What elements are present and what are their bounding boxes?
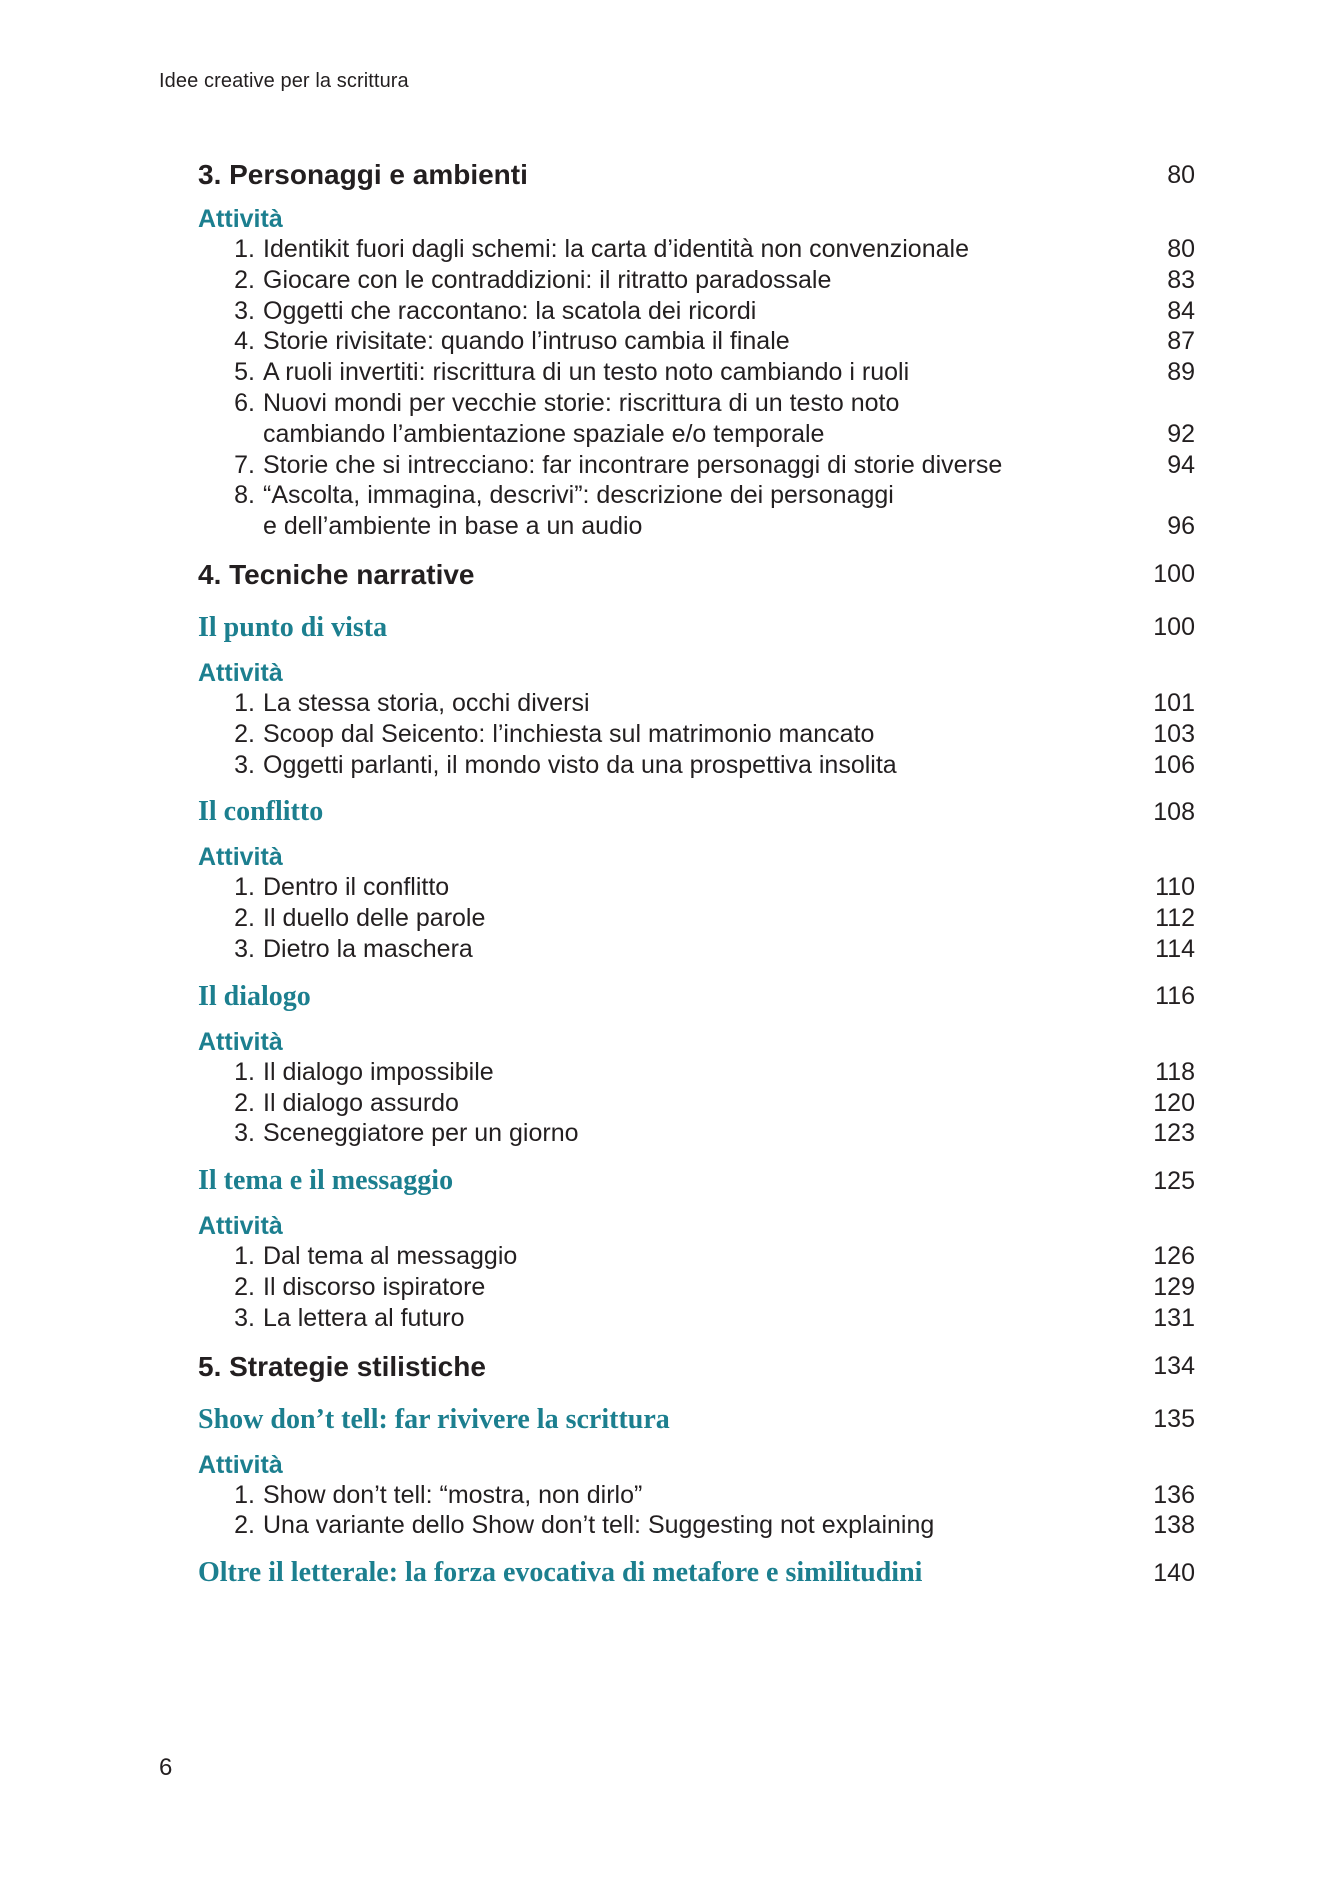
list-item[interactable]: [198, 750, 1195, 781]
list-item[interactable]: [198, 872, 1195, 903]
item-text: Oggetti che raccontano: la scatola dei ricordi: [263, 296, 757, 325]
item-title: [198, 872, 1135, 903]
item-text: Il dialogo impossibile: [263, 1057, 494, 1086]
list-item[interactable]: [198, 1510, 1195, 1541]
list-item[interactable]: [198, 511, 1195, 542]
page-number: 80: [1167, 235, 1195, 263]
section-title: Show don’t tell: far rivivere la scrittura: [198, 1403, 670, 1435]
page-number: 94: [1167, 450, 1195, 479]
list-item[interactable]: [198, 719, 1195, 750]
page-number: 114: [1155, 934, 1195, 963]
page-number: 118: [1155, 1057, 1195, 1086]
item-title: [198, 480, 1135, 511]
item-title: [198, 1510, 1135, 1541]
section-heading[interactable]: [198, 973, 1195, 1021]
item-title: [198, 1118, 1135, 1149]
item-text: La stessa storia, occhi diversi: [263, 688, 590, 717]
list-item[interactable]: [198, 480, 1195, 511]
page-number: 6: [159, 1754, 173, 1781]
item-title: [198, 1088, 1135, 1119]
item-title: [198, 1272, 1135, 1303]
page-number: 120: [1153, 1088, 1195, 1117]
spacer: [198, 1541, 1195, 1549]
item-text: A ruoli invertiti: riscrittura di un testo noto cambiando i ruoli: [263, 358, 910, 387]
item-text: Show don’t tell: “mostra, non dirlo”: [263, 1480, 643, 1509]
list-item[interactable]: [198, 1303, 1195, 1334]
activities-label: Attività: [198, 1450, 283, 1479]
item-text: Identikit fuori dagli schemi: la carta d’identità non convenzionale: [263, 235, 969, 263]
item-number: 2.: [234, 1272, 255, 1301]
item-number: 3.: [234, 1119, 255, 1148]
list-item[interactable]: [198, 265, 1195, 296]
activities-label: Attività: [198, 205, 283, 233]
item-text: cambiando l’ambientazione spaziale e/o temporale: [263, 419, 825, 448]
list-item[interactable]: [198, 1480, 1195, 1511]
list-item[interactable]: [198, 903, 1195, 934]
page-number: 136: [1153, 1480, 1195, 1509]
page-number: 125: [1153, 1166, 1195, 1195]
page-number: 89: [1167, 358, 1195, 387]
item-title: [198, 450, 1135, 481]
item-text: Il duello delle parole: [263, 904, 486, 933]
page-number: 110: [1155, 873, 1195, 902]
item-number: 3.: [234, 1303, 255, 1332]
item-title: [198, 1480, 1135, 1511]
list-item[interactable]: [198, 357, 1195, 388]
page-number: 106: [1153, 750, 1195, 779]
item-number: 3.: [234, 934, 255, 963]
activities-label: Attività: [198, 1027, 283, 1056]
item-number: 5.: [234, 358, 255, 387]
item-title: [198, 326, 1135, 357]
page-number: 84: [1167, 296, 1195, 325]
item-number: 1.: [234, 873, 255, 902]
item-number: 1.: [234, 1242, 255, 1271]
running-head: Idee creative per la scrittura: [159, 70, 409, 92]
item-number: 2.: [234, 1511, 255, 1540]
chapter-title: 3. Personaggi e ambienti: [198, 159, 528, 190]
list-item[interactable]: [198, 388, 1195, 419]
page-number: 123: [1153, 1119, 1195, 1148]
item-text: Giocare con le contraddizioni: il ritratto paradossale: [263, 265, 832, 294]
section-title: Il punto di vista: [198, 611, 388, 643]
item-title: [198, 296, 1135, 327]
item-number: 1.: [234, 1480, 255, 1509]
page-number: 126: [1153, 1242, 1195, 1271]
item-title: [198, 234, 1135, 265]
section-heading[interactable]: [198, 1396, 1195, 1444]
item-number: 2.: [234, 719, 255, 748]
section-heading[interactable]: [198, 788, 1195, 836]
item-title: [198, 265, 1135, 296]
item-text: Storie rivisitate: quando l’intruso cambia il finale: [263, 327, 790, 356]
item-number: 2.: [234, 1088, 255, 1117]
page-number: 101: [1153, 688, 1195, 717]
spacer: [198, 1149, 1195, 1157]
list-item[interactable]: [198, 296, 1195, 327]
list-item[interactable]: [198, 1057, 1195, 1088]
item-number: 4.: [234, 327, 255, 356]
list-item[interactable]: [198, 1088, 1195, 1119]
list-item[interactable]: [198, 688, 1195, 719]
item-title: [198, 688, 1135, 719]
list-item[interactable]: [198, 1241, 1195, 1272]
item-text: Sceneggiatore per un giorno: [263, 1119, 579, 1148]
chapter-title: 5. Strategie stilistiche: [198, 1350, 486, 1382]
item-title: [198, 719, 1135, 750]
item-text: “Ascolta, immagina, descrivi”: descrizione dei personaggi: [263, 481, 894, 510]
item-number: 1.: [234, 688, 255, 717]
item-number: 3.: [234, 296, 255, 325]
item-text: Nuovi mondi per vecchie storie: riscrittura di un testo noto: [263, 388, 900, 417]
item-text: Scoop dal Seicento: l’inchiesta sul matrimonio mancato: [263, 719, 875, 748]
item-text: Oggetti parlanti, il mondo visto da una prospettiva insolita: [263, 750, 897, 779]
item-text: Dietro la maschera: [263, 934, 473, 963]
section-heading[interactable]: [198, 1157, 1195, 1205]
item-title: [198, 934, 1135, 965]
item-title: [198, 750, 1135, 781]
page-number: 92: [1167, 419, 1195, 448]
chapter-heading[interactable]: [198, 1342, 1195, 1392]
section-title: Il tema e il messaggio: [198, 1165, 454, 1197]
page-number: 96: [1167, 512, 1195, 541]
item-text: Il discorso ispiratore: [263, 1272, 486, 1301]
page-number: 138: [1153, 1511, 1195, 1540]
item-number: 7.: [234, 450, 255, 479]
section-title: Oltre il letterale: la forza evocativa di metafore e similitudini: [198, 1557, 923, 1589]
activities-label: Attività: [198, 658, 283, 687]
item-title: [198, 511, 1135, 542]
page-number: 83: [1167, 265, 1195, 294]
table-of-contents: [198, 150, 1195, 1603]
item-text: e dell’ambiente in base a un audio: [263, 512, 643, 541]
item-title: [198, 903, 1135, 934]
spacer: [198, 965, 1195, 973]
item-text: La lettera al futuro: [263, 1303, 465, 1332]
item-title: [198, 357, 1135, 388]
spacer: [198, 542, 1195, 550]
item-number: 6.: [234, 388, 255, 417]
item-number: 3.: [234, 750, 255, 779]
list-item[interactable]: [198, 419, 1195, 450]
item-number: 1.: [234, 235, 255, 263]
item-text: Dentro il conflitto: [263, 873, 450, 902]
item-number: 2.: [234, 265, 255, 294]
page-number: 100: [1153, 613, 1195, 642]
item-text: Una variante dello Show don’t tell: Suggesting not explaining: [263, 1511, 935, 1540]
list-item[interactable]: [198, 934, 1195, 965]
list-item[interactable]: [198, 326, 1195, 357]
item-text: Dal tema al messaggio: [263, 1242, 518, 1271]
item-title: [198, 1057, 1135, 1088]
page-number: 135: [1153, 1405, 1195, 1434]
chapter-heading[interactable]: [198, 150, 1195, 200]
section-heading[interactable]: [198, 1549, 1195, 1597]
activities-label: Attività: [198, 1212, 283, 1241]
item-title: [198, 1241, 1135, 1272]
list-item[interactable]: [198, 234, 1195, 265]
section-title: Il conflitto: [198, 796, 324, 828]
chapter-title: 4. Tecniche narrative: [198, 558, 475, 590]
item-title: [198, 419, 1135, 450]
spacer: [198, 780, 1195, 788]
page-number: 112: [1155, 904, 1195, 933]
item-text: Storie che si intrecciano: far incontrare personaggi di storie diverse: [263, 450, 1003, 479]
activities-label: Attività: [198, 843, 283, 872]
list-item[interactable]: [198, 450, 1195, 481]
item-title: [198, 388, 1135, 419]
chapter-heading[interactable]: [198, 550, 1195, 600]
item-title: [198, 1303, 1135, 1334]
page-number: 108: [1153, 797, 1195, 826]
spacer: [198, 1334, 1195, 1342]
page-number: 116: [1155, 982, 1195, 1011]
page-number: 87: [1167, 327, 1195, 356]
page-number: 140: [1153, 1558, 1195, 1587]
section-heading[interactable]: [198, 604, 1195, 652]
page-number: 129: [1153, 1272, 1195, 1301]
list-item[interactable]: [198, 1118, 1195, 1149]
section-title: Il dialogo: [198, 980, 311, 1012]
item-number: 2.: [234, 904, 255, 933]
item-number: 1.: [234, 1057, 255, 1086]
page-number: 103: [1153, 719, 1195, 748]
page-number: 100: [1153, 560, 1195, 589]
page-number: 131: [1153, 1303, 1195, 1332]
page-number: 134: [1153, 1352, 1195, 1381]
item-text: Il dialogo assurdo: [263, 1088, 459, 1117]
list-item[interactable]: [198, 1272, 1195, 1303]
page-number: 80: [1167, 160, 1195, 189]
item-number: 8.: [234, 481, 255, 510]
